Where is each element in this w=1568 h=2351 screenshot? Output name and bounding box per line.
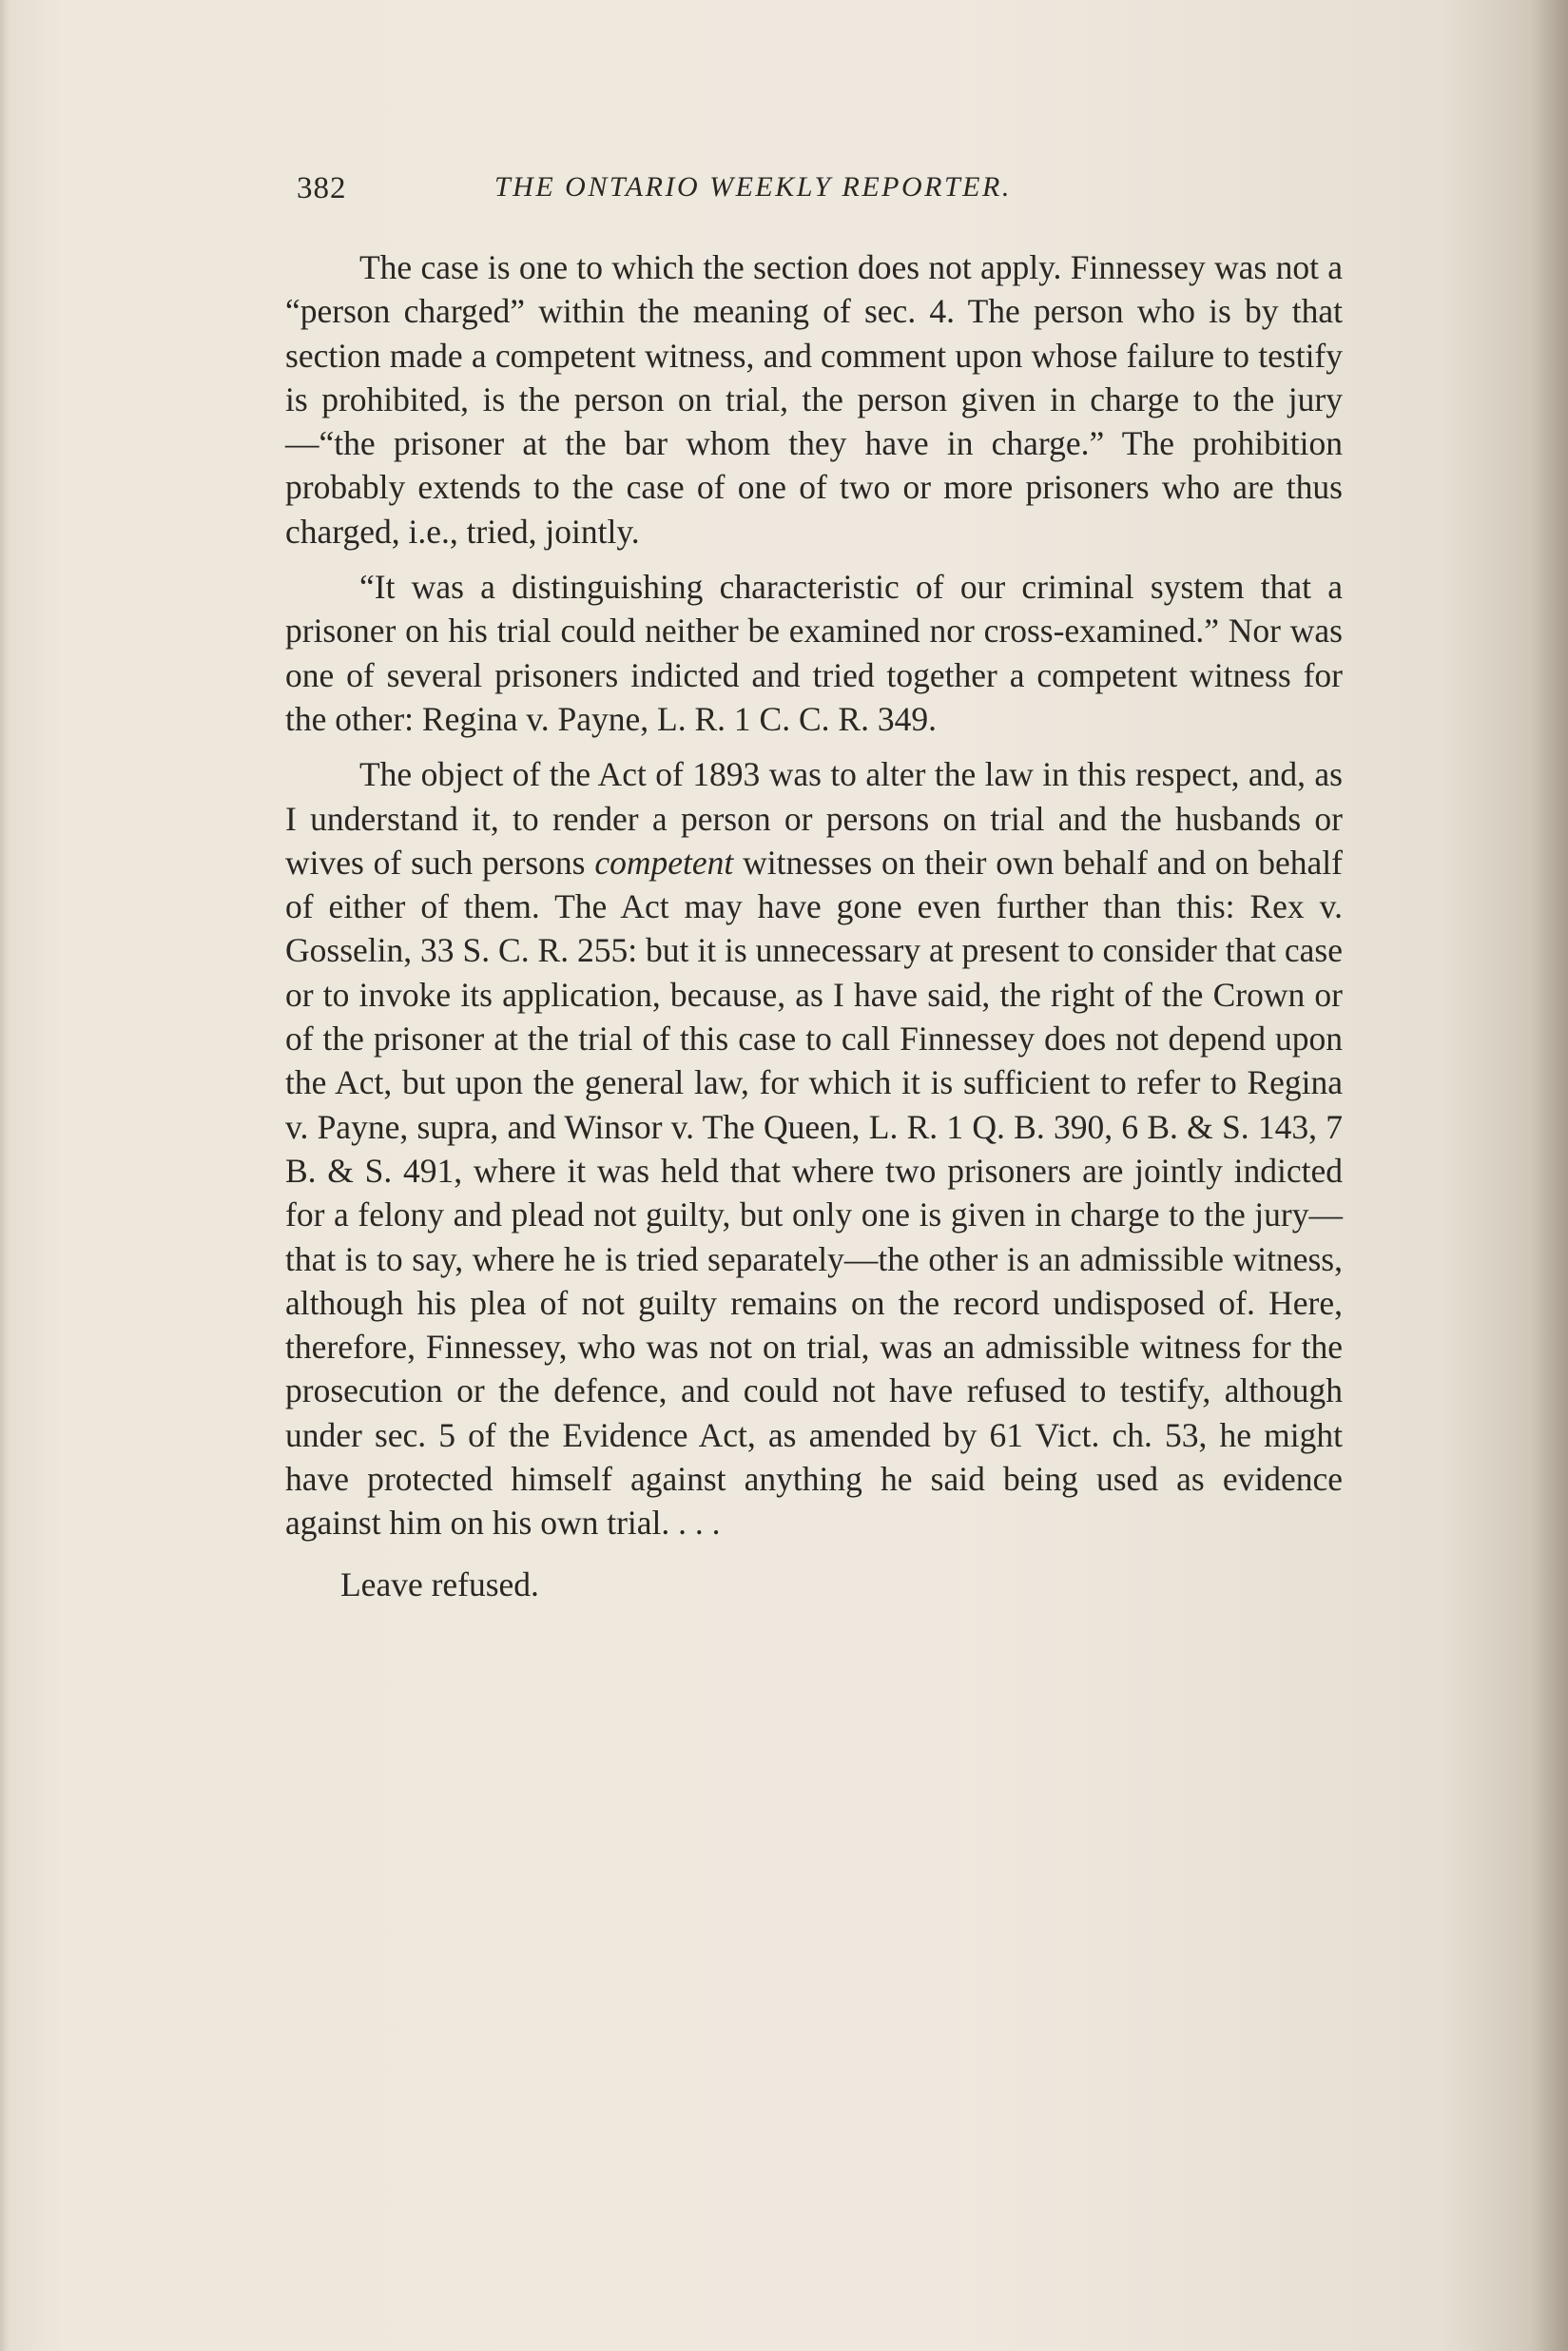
paragraph-1 <box>285 245 1343 554</box>
paragraph-2 <box>285 565 1343 741</box>
page-number: 382 <box>297 171 347 205</box>
paragraph-3 <box>285 752 1343 1545</box>
paragraph-3-text-start: The object of the Act of 1893 was to alter the law in this respect, and, as I understand it, to render a person or persons on trial and the husbands or wives of such persons <box>285 755 1343 882</box>
closing-line: Leave refused. <box>340 1564 539 1603</box>
running-head <box>297 171 1152 219</box>
body-text <box>285 245 1343 1606</box>
paragraph-1-text: The case is one to which the section does not apply. Finnessey was not a “person charged” within the meaning of sec. 4. The person who is by that section made a competent witness, and comment upon whose failure to testify is prohibited, is the person on trial, the person given in charge to the jury—“the prisoner at the bar whom they have in charge.” The prohibition probably extends to the case of one of two or more prisoners who are thus charged, i.e., tried, jointly. <box>285 248 1343 551</box>
paragraph-3-italic-word: competent <box>594 843 734 882</box>
journal-title: THE ONTARIO WEEKLY REPORTER. <box>494 171 1012 203</box>
paragraph-2-text: “It was a distinguishing characteristic of our criminal system that a prisoner on his trial could neither be examined nor cross-examined.” Nor was one of several prisoners indicted and tried together a competent witness for the other: Regina v. Payne, L. R. 1 C. C. R. 349. <box>285 568 1343 738</box>
page-left-edge <box>0 0 10 2351</box>
paragraph-3-text-end: witnesses on their own behalf and on behalf of either of them. The Act may have gone even further than this: Rex v. Gosselin, 33 S. C. R. 255: but it is unnecessary at present to consider that case or to invoke its application, because, as I have said, the right of the Crown or of the prisoner at the trial of this case to call Finnessey does not depend upon the Act, but upon the general law, for which it is sufficient to refer to Regina v. Payne, supra, and Winsor v. The Queen, L. R. 1 Q. B. 390, 6 B. & S. 143, 7 B. & S. 491, where it was held that where two prisoners are jointly indicted for a felony and plead not guilty, but only one is given in charge to the jury—that is to say, where he is tried separately—the other is an admissible witness, although his plea of not guilty remains on the record undisposed of. Here, therefore, Finnessey, who was not on trial, was an admissible witness for the prosecution or the defence, and could not have refused to testify, although under sec. 5 of the Evidence Act, as amended by 61 Vict. ch. 53, he might have protected himself against anything he said being used as evidence against him on his own trial. . . . <box>285 843 1343 1543</box>
page-gutter-shadow <box>1530 0 1568 2351</box>
